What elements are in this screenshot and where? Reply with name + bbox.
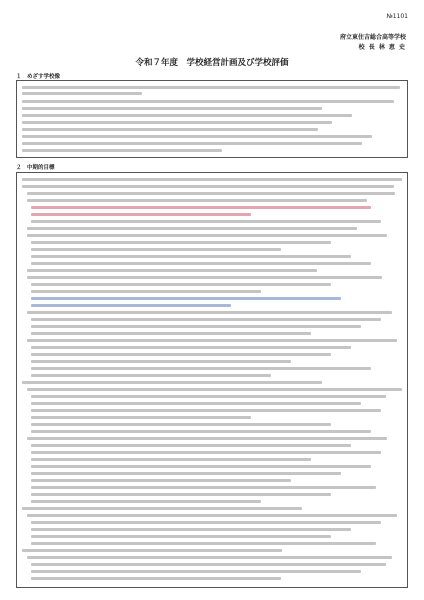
text-line — [27, 311, 392, 314]
text-line — [22, 549, 282, 552]
text-line — [31, 332, 311, 335]
text-line — [31, 248, 281, 251]
text-line — [22, 100, 394, 103]
text-line — [27, 227, 357, 230]
text-line — [31, 395, 386, 398]
text-line — [22, 107, 322, 110]
text-line — [27, 339, 397, 342]
vision-box — [16, 80, 408, 158]
text-line — [31, 297, 341, 300]
text-line — [31, 374, 271, 377]
text-line — [31, 521, 381, 524]
text-line — [27, 556, 392, 559]
text-line — [31, 346, 351, 349]
text-line — [31, 304, 231, 307]
text-line — [22, 86, 400, 89]
text-line — [22, 114, 352, 117]
document-number: №1101 — [386, 13, 408, 20]
text-line — [31, 283, 331, 286]
text-line — [31, 444, 351, 447]
text-line — [31, 570, 361, 573]
text-line — [31, 318, 381, 321]
text-line — [22, 381, 322, 384]
text-line — [31, 367, 371, 370]
section-heading-vision: １ めざす学校像 — [16, 74, 61, 80]
text-line — [31, 241, 331, 244]
text-line — [31, 542, 376, 545]
text-line — [31, 353, 331, 356]
text-line — [31, 472, 341, 475]
document-title: 令和７年度 学校経営計画及び学校評価 — [135, 58, 289, 68]
text-line — [31, 220, 381, 223]
text-line — [27, 388, 402, 391]
text-line — [31, 402, 361, 405]
school-name: 府立東住吉総合高等学校 — [339, 34, 406, 41]
text-line — [31, 325, 361, 328]
section-heading-midterm-goals: ２ 中期的目標 — [16, 165, 55, 171]
text-line — [31, 577, 281, 580]
text-line — [31, 430, 371, 433]
text-line — [31, 416, 251, 419]
text-line — [27, 234, 387, 237]
text-line — [31, 290, 261, 293]
text-line — [31, 213, 251, 216]
text-line — [31, 479, 291, 482]
text-line — [31, 255, 351, 258]
text-line — [31, 206, 371, 209]
text-line — [27, 192, 395, 195]
text-line — [22, 178, 402, 181]
text-line — [27, 276, 382, 279]
text-line — [22, 92, 142, 95]
text-line — [22, 507, 302, 510]
text-line — [31, 451, 381, 454]
text-line — [31, 360, 291, 363]
text-line — [31, 500, 261, 503]
text-line — [27, 437, 387, 440]
text-line — [31, 262, 371, 265]
text-line — [22, 149, 222, 152]
text-line — [27, 514, 397, 517]
text-line — [31, 465, 371, 468]
principal-name: 校 長 林 恵 史 — [358, 44, 406, 51]
text-line — [22, 135, 372, 138]
text-line — [31, 528, 351, 531]
text-line — [31, 493, 331, 496]
text-line — [27, 199, 367, 202]
text-line — [31, 423, 331, 426]
text-line — [31, 535, 331, 538]
midterm-goals-box — [16, 172, 408, 588]
text-line — [31, 563, 386, 566]
text-line — [31, 486, 376, 489]
text-line — [31, 409, 381, 412]
text-line — [27, 269, 317, 272]
text-line — [22, 121, 332, 124]
text-line — [22, 128, 318, 131]
text-line — [31, 458, 311, 461]
text-line — [22, 142, 362, 145]
text-line — [22, 185, 394, 188]
